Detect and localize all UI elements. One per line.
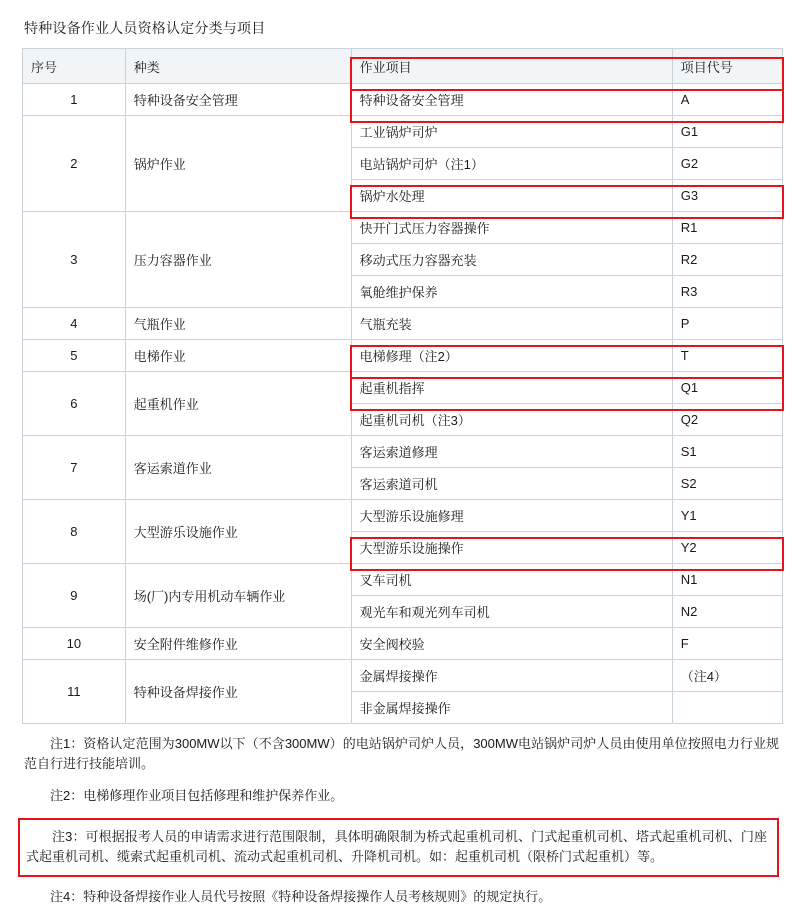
cell-code: S1: [672, 436, 782, 468]
cell-item: 非金属焊接操作: [351, 692, 672, 724]
cell-item: 起重机指挥: [351, 372, 672, 404]
table-row: [23, 212, 783, 244]
cell-code: Y1: [672, 500, 782, 532]
cell-code: （注4）: [672, 660, 782, 692]
cell-kind: 特种设备焊接作业: [125, 660, 351, 724]
cell-code: N2: [672, 596, 782, 628]
table-row: [23, 628, 783, 660]
cell-item: 特种设备安全管理: [351, 84, 672, 116]
cell-code: R3: [672, 276, 782, 308]
cell-kind: 大型游乐设施作业: [125, 500, 351, 564]
cell-kind: 气瓶作业: [125, 308, 351, 340]
cell-code: P: [672, 308, 782, 340]
cell-no: 2: [23, 116, 126, 212]
note-3: 注3：可根据报考人员的申请需求进行范围限制，具体明确限制为桥式起重机司机、门式起重机司机、塔式起重机司机、门座式起重机司机、缆索式起重机司机、流动式起重机司机、升降机司机。如：起重机司机（限桥门式起重机）等。: [26, 829, 767, 864]
cell-no: 4: [23, 308, 126, 340]
table-row: [23, 116, 783, 148]
cell-item: 观光车和观光列车司机: [351, 596, 672, 628]
cell-no: 7: [23, 436, 126, 500]
cell-item: 安全阀校验: [351, 628, 672, 660]
cell-kind: 特种设备安全管理: [125, 84, 351, 116]
table-row: [23, 660, 783, 692]
table-header: [23, 49, 783, 84]
cell-no: 1: [23, 84, 126, 116]
cell-code: Y2: [672, 532, 782, 564]
note-1: 注1：资格认定范围为300MW以下（不含300MW）的电站锅炉司炉人员，300MW电站锅炉司炉人员由使用单位按照电力行业规范自行进行技能培训。: [24, 736, 779, 771]
table-row: [23, 340, 783, 372]
table-row: [23, 436, 783, 468]
cell-kind: 客运索道作业: [125, 436, 351, 500]
cell-code: S2: [672, 468, 782, 500]
cell-item: 锅炉水处理: [351, 180, 672, 212]
cell-code: R2: [672, 244, 782, 276]
cell-item: 氧舱维护保养: [351, 276, 672, 308]
cell-kind: 电梯作业: [125, 340, 351, 372]
cell-item: 电梯修理（注2）: [351, 340, 672, 372]
table-row: [23, 84, 783, 116]
cell-kind: 压力容器作业: [125, 212, 351, 308]
column-header-kind: 种类: [125, 49, 351, 84]
cell-item: 起重机司机（注3）: [351, 404, 672, 436]
table-row: [23, 500, 783, 532]
cell-item: 移动式压力容器充装: [351, 244, 672, 276]
table-row: [23, 372, 783, 404]
cell-item: 工业锅炉司炉: [351, 116, 672, 148]
cell-no: 6: [23, 372, 126, 436]
cell-kind: 锅炉作业: [125, 116, 351, 212]
column-header-code: 项目代号: [672, 49, 782, 84]
cell-code: G3: [672, 180, 782, 212]
cell-code: F: [672, 628, 782, 660]
cell-code: R1: [672, 212, 782, 244]
column-header-no: 序号: [23, 49, 126, 84]
cell-no: 8: [23, 500, 126, 564]
note-4: 注4：特种设备焊接作业人员代号按照《特种设备焊接操作人员考核规则》的规定执行。: [50, 889, 552, 904]
cell-item: 客运索道修理: [351, 436, 672, 468]
cell-kind: 场(厂)内专用机动车辆作业: [125, 564, 351, 628]
table-row: [23, 564, 783, 596]
cell-code: T: [672, 340, 782, 372]
cell-no: 9: [23, 564, 126, 628]
qualification-table: [22, 48, 783, 724]
cell-code: G2: [672, 148, 782, 180]
cell-item: 大型游乐设施修理: [351, 500, 672, 532]
cell-item: 叉车司机: [351, 564, 672, 596]
cell-no: 11: [23, 660, 126, 724]
note-3-highlight-box: [18, 818, 779, 877]
cell-item: 气瓶充装: [351, 308, 672, 340]
cell-code: [672, 692, 782, 724]
notes-section: [24, 734, 779, 907]
cell-kind: 起重机作业: [125, 372, 351, 436]
cell-code: Q2: [672, 404, 782, 436]
cell-item: 金属焊接操作: [351, 660, 672, 692]
cell-code: N1: [672, 564, 782, 596]
cell-no: 10: [23, 628, 126, 660]
cell-no: 3: [23, 212, 126, 308]
cell-code: G1: [672, 116, 782, 148]
table-body: [23, 84, 783, 724]
table-header-row: [23, 49, 783, 84]
cell-item: 客运索道司机: [351, 468, 672, 500]
cell-kind: 安全附件维修作业: [125, 628, 351, 660]
cell-item: 快开门式压力容器操作: [351, 212, 672, 244]
note-2: 注2：电梯修理作业项目包括修理和维护保养作业。: [50, 788, 344, 803]
column-header-item: 作业项目: [351, 49, 672, 84]
cell-code: Q1: [672, 372, 782, 404]
cell-code: A: [672, 84, 782, 116]
cell-item: 大型游乐设施操作: [351, 532, 672, 564]
page-title: 特种设备作业人员资格认定分类与项目: [24, 20, 266, 36]
table-row: [23, 308, 783, 340]
cell-item: 电站锅炉司炉（注1）: [351, 148, 672, 180]
cell-no: 5: [23, 340, 126, 372]
